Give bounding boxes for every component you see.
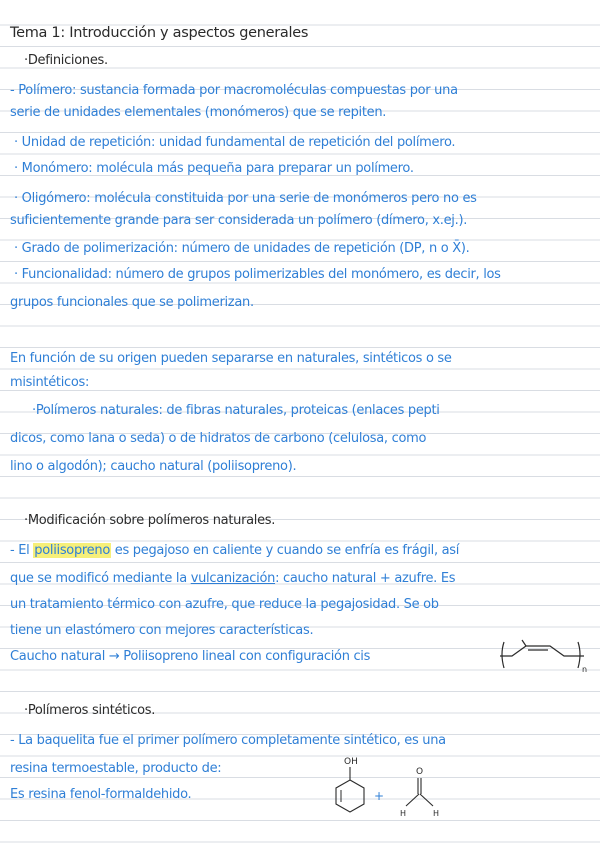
origen-line: lino o algodón); caucho natural (poliisopreno). <box>10 459 297 474</box>
phenol-formaldehyde-structures-icon <box>320 752 460 824</box>
sint-line: resina termoestable, producto de: <box>10 761 222 776</box>
def-line: suficientemente grande para ser considerada un polímero (dímero, x.ej.). <box>10 213 468 228</box>
mod-line-prefix: - El <box>10 543 34 558</box>
def-line: · Monómero: molécula más pequeña para preparar un polímero. <box>14 161 414 176</box>
highlighted-term: poliisopreno <box>34 543 110 558</box>
sint-line: Es resina fenol-formaldehido. <box>10 787 192 802</box>
def-line: serie de unidades elementales (monómeros) que se repiten. <box>10 105 387 120</box>
h-left-label: H <box>400 809 407 818</box>
underlined-term: vulcanización <box>190 571 276 586</box>
origen-line: En función de su origen pueden separarse en naturales, sintéticos o se <box>10 351 452 366</box>
sint-line: - La baquelita fue el primer polímero completamente sintético, es una <box>10 733 446 748</box>
mod-line-prefix: que se modificó mediante la <box>10 571 191 586</box>
def-line: · Unidad de repetición: unidad fundamental de repetición del polímero. <box>14 135 456 150</box>
origen-line: dicos, como lana o seda) o de hidratos de carbono (celulosa, como <box>10 431 427 446</box>
origen-line: misintéticos: <box>10 375 90 390</box>
aldehyde-o-label: O <box>416 767 424 777</box>
def-line: · Funcionalidad: número de grupos polimerizables del monómero, es decir, los <box>14 267 501 282</box>
h-right-label: H <box>433 809 440 818</box>
subscript-n: n <box>582 665 588 674</box>
mod-line: un tratamiento térmico con azufre, que reduce la pegajosidad. Se ob <box>10 597 439 612</box>
plus-sign: + <box>374 789 385 803</box>
page-title: Tema 1: Introducción y aspectos generales <box>10 25 309 41</box>
mod-line-suffix: : caucho natural + azufre. Es <box>275 571 456 586</box>
sinteticos-heading: ·Polímeros sintéticos. <box>24 703 156 718</box>
mod-line <box>10 570 592 588</box>
mod-line <box>10 542 592 560</box>
def-line: · Grado de polimerización: número de unidades de repetición (DP, n o X̄). <box>14 241 470 256</box>
origen-line: ·Polímeros naturales: de fibras naturales, proteicas (enlaces pepti <box>32 403 440 418</box>
mod-line: tiene un elastómero con mejores características. <box>10 623 314 638</box>
polyisoprene-structure-icon <box>498 638 590 674</box>
mod-line-suffix: es pegajoso en caliente y cuando se enfría es frágil, así <box>110 543 460 558</box>
def-line: grupos funcionales que se polimerizan. <box>10 295 254 310</box>
modificacion-heading: ·Modificación sobre polímeros naturales. <box>24 513 276 528</box>
phenol-oh-label: OH <box>344 757 358 767</box>
mod-line: Caucho natural → Poliisopreno lineal con configuración cis <box>10 649 371 664</box>
def-line: - Polímero: sustancia formada por macromoléculas compuestas por una <box>10 83 458 98</box>
definiciones-heading: ·Definiciones. <box>24 53 108 68</box>
def-line: · Oligómero: molécula constituida por una serie de monómeros pero no es <box>14 191 477 206</box>
